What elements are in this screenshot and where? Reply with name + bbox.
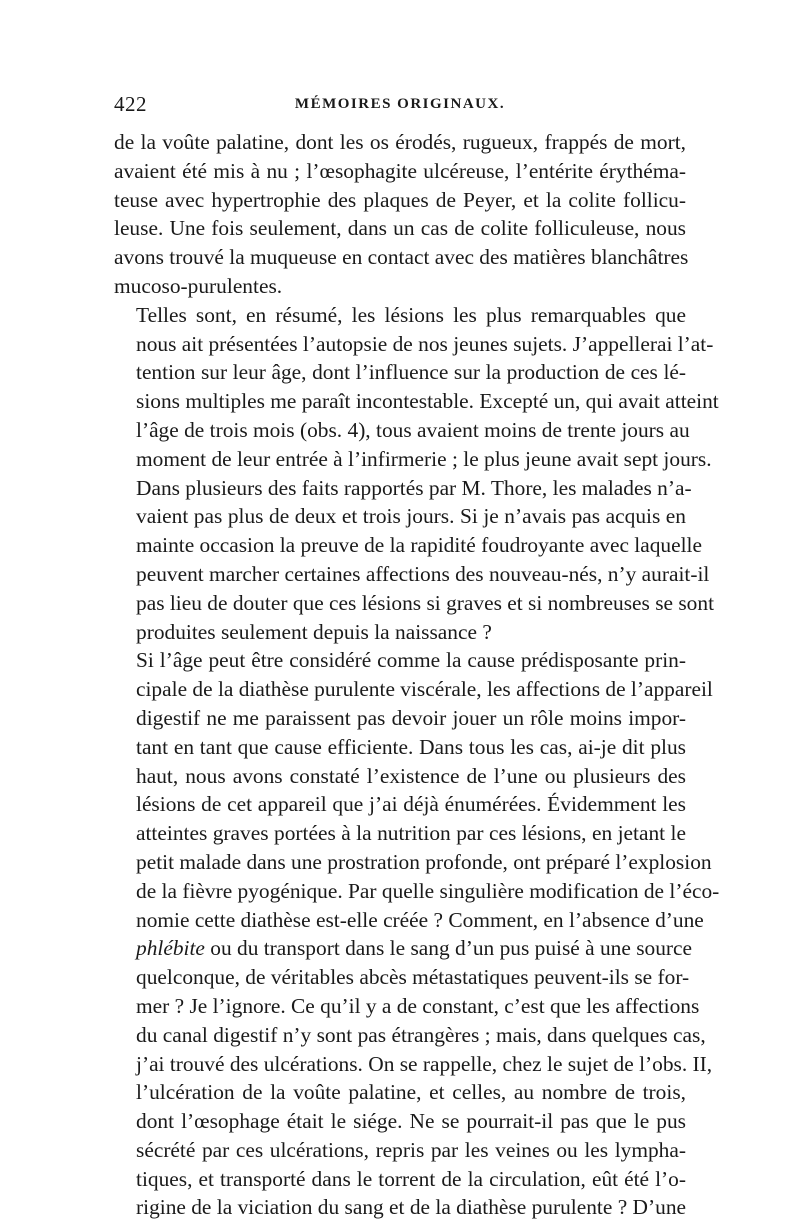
text-line: cipale de la diathèse purulente viscérale, les affections de l’appareil [136, 677, 713, 702]
text-line: du canal digestif n’y sont pas étrangères ; mais, dans quelques cas, [136, 1022, 706, 1047]
text-line: l’ulcération de la voûte palatine, et celles, au nombre de trois, [136, 1080, 686, 1105]
text-line: tant en tant que cause efficiente. Dans tous les cas, ai-je dit plus [136, 734, 686, 759]
text-line: sécrété par ces ulcérations, repris par les veines ou les lympha- [136, 1137, 686, 1162]
text-line: lésions de cet appareil que j’ai déjà énumérées. Évidemment les [136, 792, 686, 817]
running-head [114, 92, 686, 128]
text-line: moment de leur entrée à l’infirmerie ; le plus jeune avait sept jours. [136, 446, 712, 471]
text-line: nomie cette diathèse est-elle créée ? Comment, en l’absence d’une [136, 907, 704, 932]
text-line: peuvent marcher certaines affections des nouveau-nés, n’y aurait-il [136, 561, 710, 586]
text-line: teuse avec hypertrophie des plaques de Peyer, et la colite follicu- [114, 187, 686, 212]
text-line: mainte occasion la preuve de la rapidité foudroyante avec laquelle [136, 533, 702, 558]
body-text [114, 128, 720, 1222]
text-line: dont l’œsophage était le siége. Ne se pourrait-il pas que le pus [136, 1109, 686, 1134]
text-line: atteintes graves portées à la nutrition par ces lésions, en jetant le [136, 821, 686, 846]
paragraph-3 [114, 646, 720, 1222]
text-line: nous ait présentées l’autopsie de nos jeunes sujets. J’appellerai l’at- [136, 331, 714, 356]
page-number: 422 [114, 92, 147, 116]
text-line: l’âge de trois mois (obs. 4), tous avaient moins de trente jours au [136, 417, 690, 442]
running-title: MÉMOIRES ORIGINAUX. [294, 96, 506, 112]
text-line: vaient pas plus de deux et trois jours. Si je n’avais pas acquis en [136, 504, 686, 529]
text-line: digestif ne me paraissent pas devoir jouer un rôle moins impor- [136, 705, 686, 730]
paragraph-1 [114, 128, 689, 301]
paragraph-2 [114, 301, 719, 647]
text-line: quelconque, de véritables abcès métastatiques peuvent-ils se for- [136, 965, 690, 990]
text-line: tiques, et transporté dans le torrent de la circulation, eût été l’o- [136, 1166, 686, 1191]
text-line: de la fièvre pyogénique. Par quelle singulière modification de l’éco- [136, 878, 720, 903]
text-line: avaient été mis à nu ; l’œsophagite ulcéreuse, l’entérite érythéma- [114, 158, 686, 183]
text-fragment: ou du transport dans le sang d’un pus puisé à une source [204, 936, 693, 961]
italic-term: phlébite [136, 936, 205, 961]
text-line: avons trouvé la muqueuse en contact avec des matières blanchâtres [114, 245, 689, 270]
text-line: pas lieu de douter que ces lésions si graves et si nombreuses se sont [136, 590, 715, 615]
text-line: mer ? Je l’ignore. Ce qu’il y a de constant, c’est que les affections [136, 993, 700, 1018]
text-line: sions multiples me paraît incontestable. Excepté un, qui avait atteint [136, 389, 719, 414]
text-line: petit malade dans une prostration profonde, ont préparé l’explosion [136, 849, 712, 874]
text-line: Dans plusieurs des faits rapportés par M. Thore, les malades n’a- [136, 475, 692, 500]
text-line-with-italic [114, 934, 693, 963]
text-line: produites seulement depuis la naissance ? [136, 619, 492, 644]
text-line: Telles sont, en résumé, les lésions les plus remarquables que [136, 302, 686, 327]
text-line: de la voûte palatine, dont les os érodés, rugueux, frappés de mort, [114, 130, 686, 154]
text-line: leuse. Une fois seulement, dans un cas de colite folliculeuse, nous [114, 216, 686, 241]
text-line: Si l’âge peut être considéré comme la cause prédisposante prin- [136, 648, 686, 673]
text-line: haut, nous avons constaté l’existence de l’une ou plusieurs des [136, 763, 686, 788]
text-line: j’ai trouvé des ulcérations. On se rappelle, chez le sujet de l’obs. II, [136, 1051, 713, 1076]
text-line: tention sur leur âge, dont l’influence sur la production de ces lé- [136, 360, 686, 385]
text-line: rigine de la viciation du sang et de la diathèse purulente ? D’une [136, 1195, 687, 1220]
text-line: mucoso-purulentes. [114, 273, 283, 298]
book-page [114, 92, 720, 1222]
